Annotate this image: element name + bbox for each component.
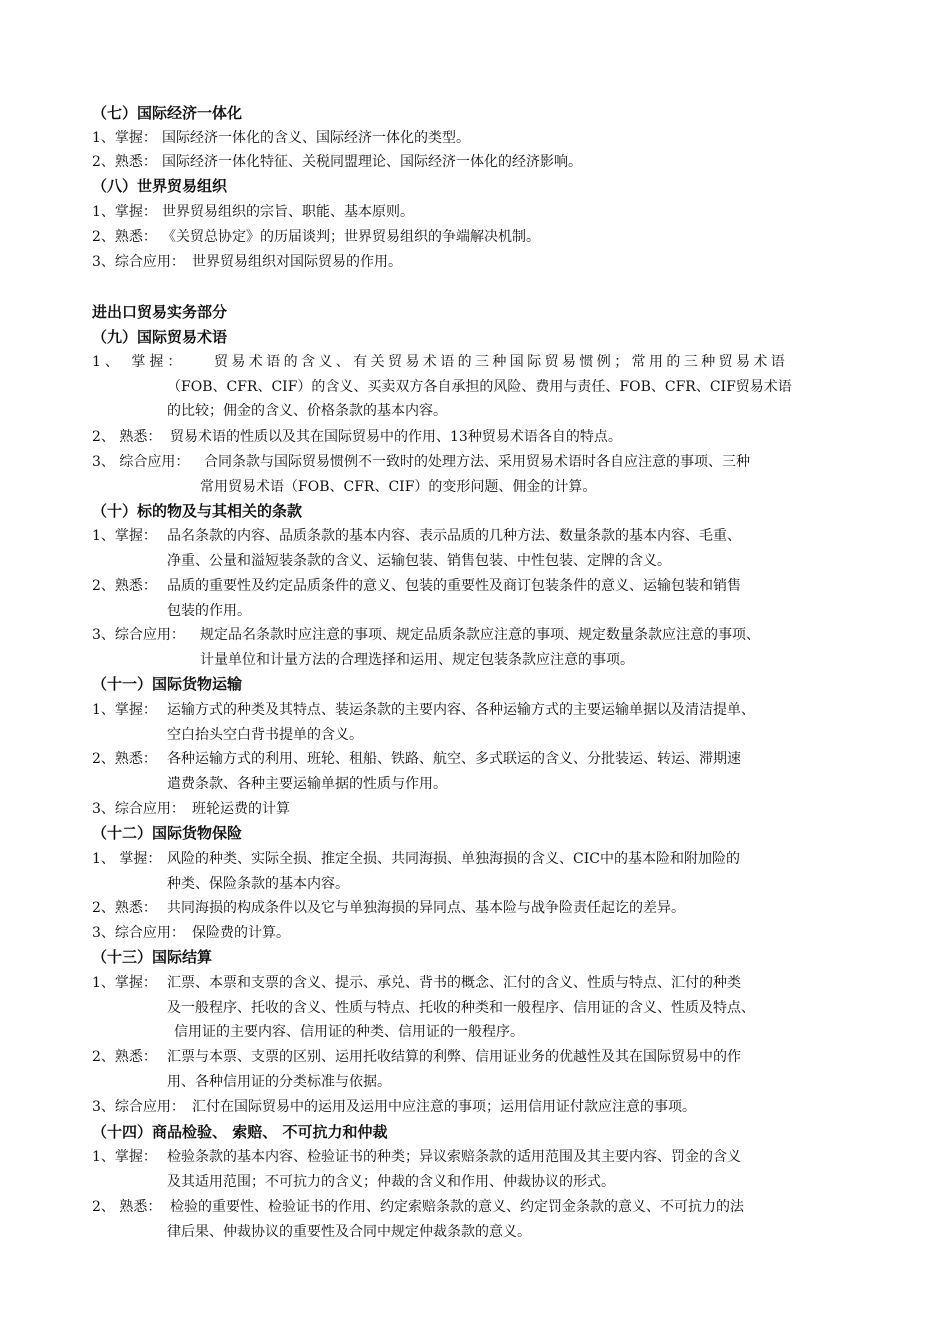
item-line: 合同条款与国际贸易惯例不一致时的处理方法、采用贸易术语时各自应注意的事项、三种 [204,454,750,470]
section-7-item-2 [92,150,892,175]
item-line: 贸易术语的含义、有关贸易术语的三种国际贸易惯例；常用的三种贸易术语 [214,354,789,370]
item-label: 1、掌握： [92,1149,157,1165]
item-line: 及一般程序、托收的含义、性质与特点、托收的种类和一般程序、信用证的含义、性质及特点、 [167,999,755,1016]
item-line: 汇付在国际贸易中的运用及运用中应注意的事项；运用信用证付款应注意的事项。 [192,1099,696,1115]
item-label: 3、 综合应用： [92,454,190,470]
item-line: 净重、公量和溢短装条款的含义、运输包装、销售包装、中性包装、定牌的含义。 [167,552,671,569]
item-label: 1、掌握： [92,528,157,544]
item-label: 1、掌握： [92,975,157,991]
item-line: 信用证的主要内容、信用证的种类、信用证的一般程序。 [174,1024,524,1040]
section-12-item-2 [92,896,892,921]
item-line: 各种运输方式的利用、班轮、租船、铁路、航空、多式联运的含义、分批装运、转运、滞期速 [167,751,741,767]
item-line: 及其适用范围；不可抗力的含义；仲裁的含义和作用、仲裁协议的形式。 [167,1173,615,1190]
item-line: 国际经济一体化的含义、国际经济一体化的类型。 [162,130,470,146]
section-11-item-1 [92,698,892,747]
item-line: 世界贸易组织的宗旨、职能、基本原则。 [162,204,414,220]
item-line: 包装的作用。 [167,602,251,619]
item-line: 汇票、本票和支票的含义、提示、承兑、背书的概念、汇付的含义、性质与特点、汇付的种类 [167,975,741,991]
section-9-item-1 [92,350,892,424]
section-13-item-2 [92,1045,892,1094]
item-line: 规定品名条款时应注意的事项、规定品质条款应注意的事项、规定数量条款应注意的事项、 [200,627,760,643]
item-label: 1、掌握： [92,702,157,718]
item-line: 检验条款的基本内容、检验证书的种类；异议索赔条款的适用范围及其主要内容、罚金的含义 [167,1149,741,1165]
item-line: 保险费的计算。 [192,925,290,941]
item-label: 3、综合应用： [92,801,185,817]
item-line: 律后果、仲裁协议的重要性及合同中规定仲裁条款的意义。 [167,1223,531,1240]
item-line: 用、各种信用证的分类标准与依据。 [167,1073,391,1090]
section-heading-13: （十三）国际结算 [92,948,213,966]
item-label: 2、熟悉： [92,900,157,916]
item-line: 遣费条款、各种主要运输单据的性质与作用。 [167,775,447,792]
item-label: 2、熟悉： [92,229,157,245]
item-line: 品名条款的内容、品质条款的基本内容、表示品质的几种方法、数量条款的基本内容、毛重、 [167,528,741,544]
item-line: 空白抬头空白背书提单的含义。 [167,726,363,743]
section-9-item-2 [92,425,892,450]
section-heading-10: （十）标的物及与其相关的条款 [92,502,303,520]
section-11-item-2 [92,747,892,796]
item-line: 《关贸总协定》的历届谈判；世界贸易组织的争端解决机制。 [162,229,540,245]
item-line: 品质的重要性及约定品质条件的意义、包装的重要性及商订包装条件的意义、运输包装和销售 [167,578,741,594]
section-10-item-1 [92,524,892,573]
item-label: 1、 掌握： [92,354,186,370]
section-9-item-3 [92,450,892,499]
item-line: （FOB、CFR、CIF）的含义、买卖双方各自承担的风险、费用与责任、FOB、CFR、CIF贸易术语 [167,378,792,395]
section-heading-12: （十二）国际货物保险 [92,824,243,842]
section-12-item-1 [92,847,892,896]
item-line: 风险的种类、实际全损、推定全损、共同海损、单独海损的含义、CIC中的基本险和附加险的 [167,851,740,867]
item-label: 3、综合应用： [92,1099,185,1115]
item-line: 检验的重要性、检验证书的作用、约定索赔条款的意义、约定罚金条款的意义、不可抗力的法 [170,1199,744,1215]
item-line: 共同海损的构成条件以及它与单独海损的异同点、基本险与战争险责任起讫的差异。 [167,900,685,916]
section-13-item-3 [92,1095,892,1120]
section-13-item-1 [92,971,892,1045]
section-14-item-2 [92,1195,892,1244]
section-heading-11: （十一）国际货物运输 [92,675,243,693]
item-line: 贸易术语的性质以及其在国际贸易中的作用、13种贸易术语各自的特点。 [170,429,622,445]
item-label: 2、熟悉： [92,1049,157,1065]
section-10-item-3 [92,623,892,672]
item-label: 3、综合应用： [92,254,185,270]
section-heading-14: （十四）商品检验、 索赔、 不可抗力和仲裁 [92,1123,388,1141]
part-title: 进出口贸易实务部分 [92,303,228,321]
section-8-item-2 [92,225,892,250]
section-7-item-1 [92,126,892,151]
item-label: 3、综合应用： [92,925,185,941]
item-label: 1、掌握： [92,130,157,146]
item-line: 世界贸易组织对国际贸易的作用。 [192,254,402,270]
section-heading-7: （七）国际经济一体化 [92,104,243,122]
section-heading-9: （九）国际贸易术语 [92,328,228,346]
item-label: 2、 熟悉： [92,429,162,445]
item-label: 2、熟悉： [92,578,157,594]
section-10-item-2 [92,574,892,623]
section-12-item-3 [92,921,892,946]
item-line: 汇票与本票、支票的区别、运用托收结算的利弊、信用证业务的优越性及其在国际贸易中的作 [167,1049,741,1065]
item-line: 国际经济一体化特征、关税同盟理论、国际经济一体化的经济影响。 [162,154,582,170]
item-line: 种类、保险条款的基本内容。 [167,875,349,892]
item-label: 1、 掌握： [92,851,162,867]
section-14-item-1 [92,1145,892,1194]
section-heading-8: （八）世界贸易组织 [92,177,228,195]
item-label: 2、熟悉： [92,751,157,767]
section-8-item-1 [92,200,892,225]
item-line: 常用贸易术语（FOB、CFR、CIF）的变形问题、佣金的计算。 [200,478,597,495]
item-label: 2、熟悉： [92,154,157,170]
section-8-item-3 [92,250,892,275]
item-line: 运输方式的种类及其特点、装运条款的主要内容、各种运输方式的主要运输单据以及清洁提单、 [167,702,755,718]
item-label: 2、 熟悉： [92,1199,162,1215]
item-line: 班轮运费的计算 [192,801,290,817]
item-line: 计量单位和计量方法的合理选择和运用、规定包装条款应注意的事项。 [200,651,634,668]
item-label: 3、综合应用： [92,627,185,643]
item-line: 的比较；佣金的含义、价格条款的基本内容。 [167,403,447,419]
section-11-item-3 [92,797,892,822]
item-label: 1、掌握： [92,204,157,220]
